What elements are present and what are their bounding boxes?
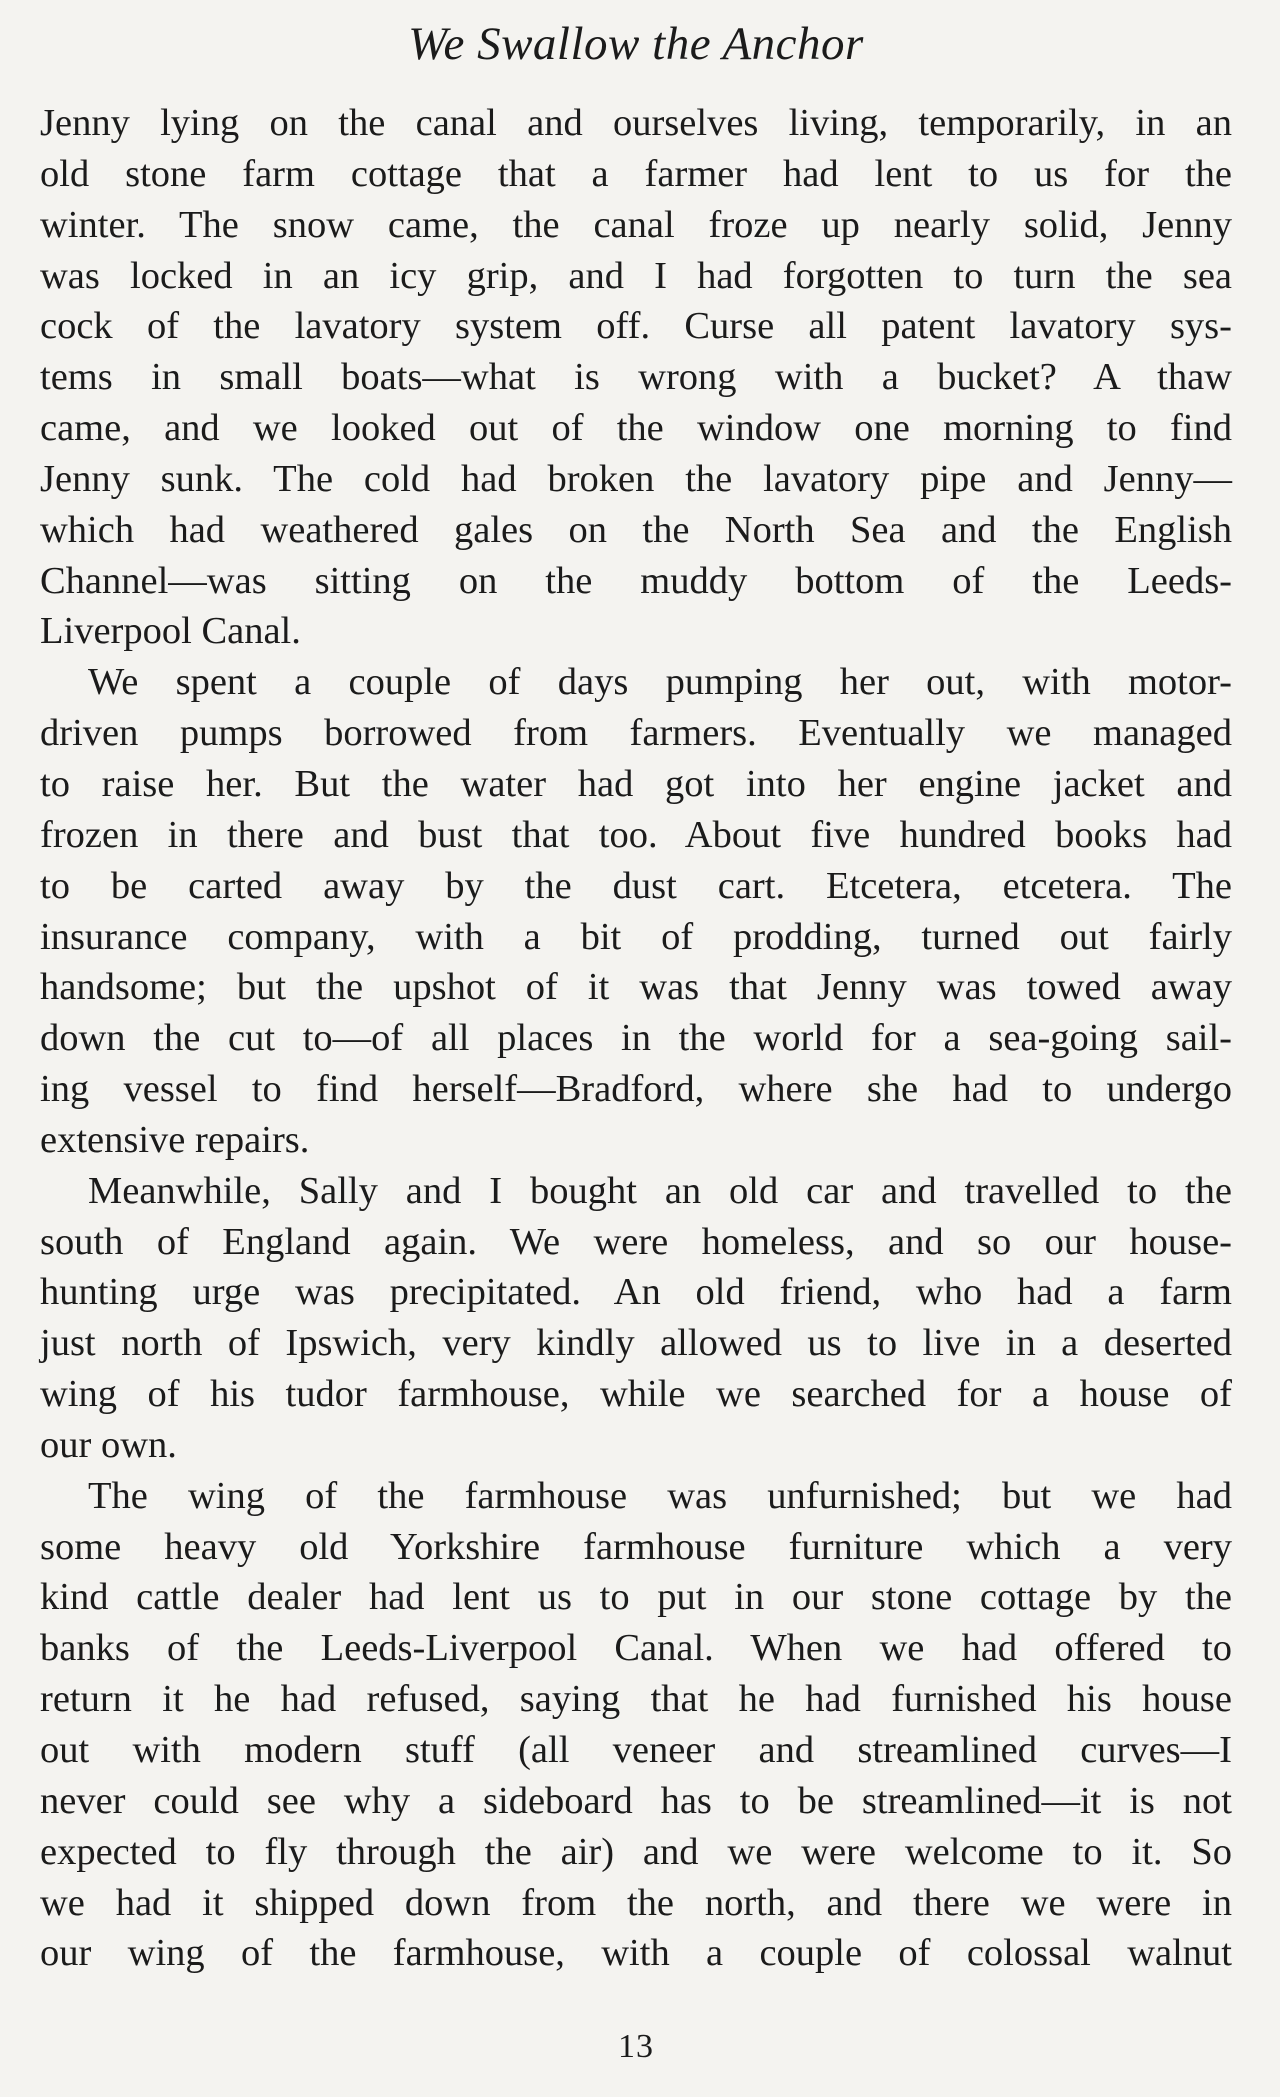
text-line: south of England again. We were homeless, and so our house- [40,1220,1232,1263]
text-line: We spent a couple of days pumping her out, with motor- [88,661,1232,704]
text-line: Jenny lying on the canal and ourselves living, temporarily, in an [40,102,1232,144]
text-line: never could see why a sideboard has to be streamlined—it is not [40,1779,1232,1822]
text-line: to be carted away by the dust cart. Etcetera, etcetera. The [40,864,1232,907]
text-line: The wing of the farmhouse was unfurnished; but we had [88,1474,1232,1517]
page-number: 13 [618,2028,654,2065]
text-line: down the cut to—of all places in the world for a sea-going sail- [40,1017,1232,1060]
text-line: banks of the Leeds-Liverpool Canal. When we had offered to [40,1627,1232,1670]
text-line: driven pumps borrowed from farmers. Eventually we managed [40,712,1232,755]
text-line: came, and we looked out of the window one morning to find [40,407,1232,450]
text-line: which had weathered gales on the North Sea and the English [40,508,1232,551]
book-page [40,0,1232,2097]
text-line: expected to fly through the air) and we were welcome to it. So [40,1830,1232,1873]
text-line: ing vessel to find herself—Bradford, where she had to undergo [40,1068,1232,1111]
text-line: Jenny sunk. The cold had broken the lavatory pipe and Jenny— [40,457,1232,500]
text-line: return it he had refused, saying that he had furnished his house [40,1678,1232,1721]
text-line: wing of his tudor farmhouse, while we searched for a house of [40,1373,1232,1416]
text-line: we had it shipped down from the north, and there we were in [40,1881,1232,1924]
text-line: old stone farm cottage that a farmer had lent to us for the [40,152,1232,195]
text-line: cock of the lavatory system off. Curse all patent lavatory sys- [40,305,1232,348]
text-line: out with modern stuff (all veneer and streamlined curves—I [40,1729,1232,1771]
text-line: was locked in an icy grip, and I had forgotten to turn the sea [40,254,1232,297]
running-head: We Swallow the Anchor [408,18,864,70]
text-line: our wing of the farmhouse, with a couple of colossal walnut [40,1932,1232,1975]
text-line: hunting urge was precipitated. An old friend, who had a farm [40,1271,1232,1314]
text-line: handsome; but the upshot of it was that Jenny was towed away [40,966,1232,1009]
text-line: insurance company, with a bit of prodding, turned out fairly [40,915,1232,958]
text-line: frozen in there and bust that too. About five hundred books had [40,813,1232,856]
text-line: our own. [40,1423,177,1466]
text-line: just north of Ipswich, very kindly allowed us to live in a deserted [40,1322,1232,1365]
text-line: extensive repairs. [40,1118,310,1161]
text-line: Liverpool Canal. [40,610,301,653]
text-line: kind cattle dealer had lent us to put in our stone cottage by the [40,1576,1232,1619]
text-line: to raise her. But the water had got into her engine jacket and [40,762,1232,805]
text-line: Channel—was sitting on the muddy bottom of the Leeds- [40,559,1232,602]
text-line: Meanwhile, Sally and I bought an old car and travelled to the [88,1169,1232,1212]
text-line: some heavy old Yorkshire farmhouse furniture which a very [40,1525,1232,1568]
body-text [40,98,1232,1979]
text-line: tems in small boats—what is wrong with a bucket? A thaw [40,356,1232,399]
text-line: winter. The snow came, the canal froze up nearly solid, Jenny [40,203,1232,246]
